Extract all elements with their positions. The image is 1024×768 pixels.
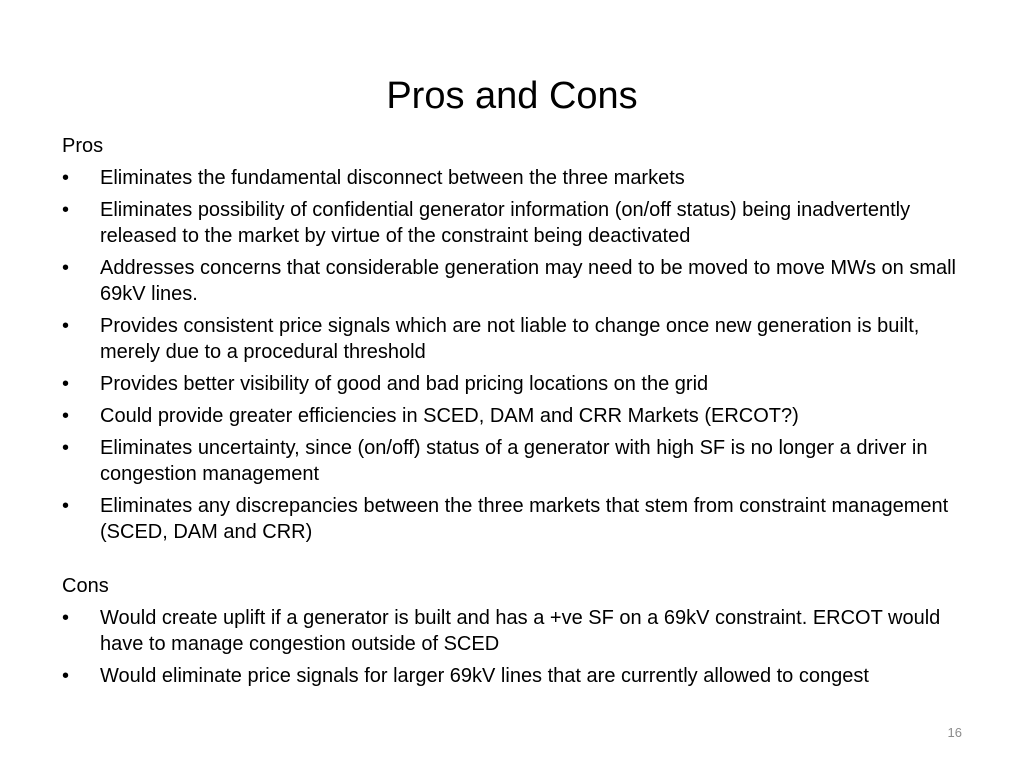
bullet-icon: • [62, 665, 70, 687]
cons-item-text: Would create uplift if a generator is built and has a +ve SF on a 69kV constraint. ERCOT would have to manage congestion outside of SCED [100, 607, 941, 655]
bullet-icon: • [62, 199, 70, 221]
pros-item-text: Provides better visibility of good and bad pricing locations on the grid [100, 373, 709, 395]
bullet-icon: • [62, 495, 70, 517]
pros-item-text: Eliminates any discrepancies between the three markets that stem from constraint management (SCED, DAM and CRR) [100, 495, 949, 543]
bullet-icon: • [62, 257, 70, 279]
cons-heading: Cons [62, 575, 109, 597]
pros-item-text: Provides consistent price signals which are not liable to change once new generation is built, merely due to a procedural threshold [100, 315, 920, 363]
pros-list-item [62, 371, 972, 397]
bullet-icon: • [62, 437, 70, 459]
page-number: 16 [947, 725, 962, 740]
slide-content [62, 133, 972, 695]
bullet-icon: • [62, 405, 70, 427]
bullet-icon: • [62, 373, 70, 395]
pros-list-item [62, 493, 972, 545]
bullet-icon: • [62, 315, 70, 337]
pros-list-item [62, 313, 972, 365]
pros-item-text: Eliminates uncertainty, since (on/off) status of a generator with high SF is no longer a driver in congestion management [100, 437, 928, 485]
cons-item-text: Would eliminate price signals for larger 69kV lines that are currently allowed to congest [100, 665, 869, 687]
bullet-icon: • [62, 607, 70, 629]
pros-list-item [62, 197, 972, 249]
pros-list-item [62, 255, 972, 307]
pros-item-text: Addresses concerns that considerable generation may need to be moved to move MWs on small 69kV lines. [100, 257, 956, 305]
pros-list-item [62, 403, 972, 429]
pros-item-text: Could provide greater efficiencies in SCED, DAM and CRR Markets (ERCOT?) [100, 405, 799, 427]
pros-list-item [62, 165, 972, 191]
cons-list-item [62, 605, 972, 657]
pros-list-item [62, 435, 972, 487]
slide-title: Pros and Cons [386, 75, 638, 117]
pros-item-text: Eliminates possibility of confidential generator information (on/off status) being inadvertently released to the market by virtue of the constraint being deactivated [100, 199, 911, 247]
pros-item-text: Eliminates the fundamental disconnect between the three markets [100, 167, 685, 189]
cons-list-item [62, 663, 972, 689]
bullet-icon: • [62, 167, 70, 189]
pros-heading: Pros [62, 135, 104, 157]
cons-list [62, 605, 972, 689]
pros-list [62, 165, 972, 545]
